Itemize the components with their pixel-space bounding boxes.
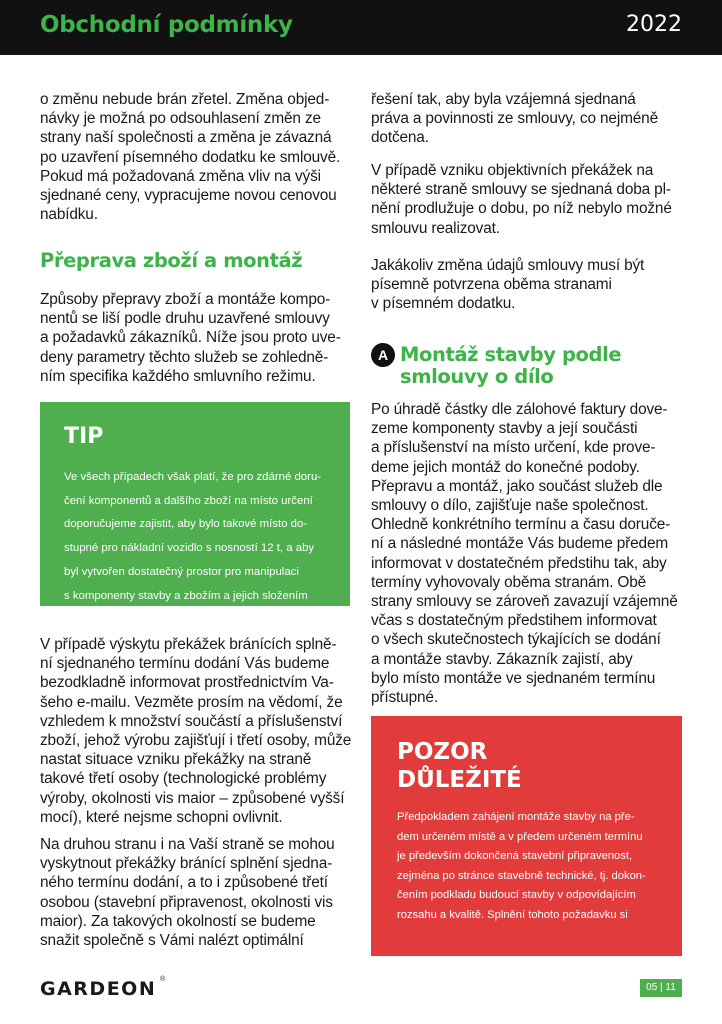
tip-box [40, 402, 350, 626]
section-heading-assembly: Montáž stavby podle smlouvy o dílo [400, 343, 622, 388]
warning-text: Předpokladem zahájení montáže stavby na pře- dem určeném místě a v předem určeném termínu je především dokončená stavební připravenost, zejména po stránce stavebně technické, tj. dokon- čením podkladu budoucí stavby v odpovídajícím rozsahu a kvalitě. Splnění tohoto požadavku si [397, 811, 646, 921]
left-paragraph-1: o změnu nebude brán zřetel. Změna objed- návky je možná po odsouhlasení změn ze strany naší společnosti a změna je závazná po uzavření písemného dodatku ke smlouvě. Pokud má požadovaná změna vliv na výši sjednané ceny, vypracujeme novou cenovou nabídku. [40, 91, 341, 224]
warning-box [371, 716, 682, 956]
registered-mark: ® [160, 976, 166, 983]
section-badge-a: A [371, 343, 395, 367]
right-paragraph-1: řešení tak, aby byla vzájemná sjednaná práva a povinnosti ze smlouvy, co nejméně dotčena. [371, 91, 658, 147]
document-title: Obchodní podmínky [40, 12, 293, 38]
right-paragraph-4: Po úhradě částky dle zálohové faktury dove- zeme komponenty stavby a její součásti a příslušenství na místo určení, kde prove- deme jejich montáž do konečné podoby. Přepravu a montáž, jako součást služeb dle smlouvy o dílo, zajišťuje naše společnost. Ohledně konkrétního termínu a času doruče- ní a následné montáže Vás budeme předem informovat v dostatečném předstihu tak, aby termíny vyhovovaly oběma stranám. Obě strany smlouvy se zároveň zavazují vzájemně včas s dostatečným předstihem informovat o všech skutečnostech týkajících se dodání a montáže stavby. Zákazník zajistí, aby bylo místo montáže ve sjednaném termínu přístupné. [371, 401, 678, 707]
right-paragraph-3: Jakákoliv změna údajů smlouvy musí být písemně potvrzena oběma stranami v písemném dodatku. [371, 257, 645, 313]
tip-title: TIP [64, 424, 104, 449]
left-paragraph-4: Na druhou stranu i na Vaší straně se mohou vyskytnout překážky bránící splnění sjedna- ného termínu dodání, a to i způsobené třetí osobou (stavební připravenost, okolnosti vis maior). Za takových okolností se budeme snažit společně s Vámi nalézt optimální [40, 836, 335, 950]
right-paragraph-2: V případě vzniku objektivních překážek na některé straně smlouvy se sjednaná doba pl- nění prodlužuje o dobu, po níž nebylo možné smlouvu realizovat. [371, 162, 672, 237]
warning-title: POZOR DŮLEŽITÉ [397, 739, 522, 793]
section-heading-transport: Přeprava zboží a montáž [40, 249, 303, 272]
page-number-badge: 05 | 11 [640, 979, 682, 997]
brand-logo: GARDEON [40, 978, 157, 1000]
left-paragraph-3: V případě výskytu překážek bránících splně- ní sjednaného termínu dodání Vás budeme bezodkladně informovat prostřednictvím Va- šeho e-mailu. Vezměte prosím na vědomí, že vzhledem k množství součástí a příslušenství zboží, jehož výrobu zajišťují i třetí osoby, může nastat situace vzniku překážky na straně takové třetí osoby (technologické problémy výroby, okolnosti vis maior – způsobené vyšší mocí), které nejsme schopni ovlivnit. [40, 636, 352, 826]
left-paragraph-2: Způsoby přepravy zboží a montáže kompo- nentů se liší podle druhu uzavřené smlouvy a požadavků zákazníků. Níže jsou proto uve- deny parametry těchto služeb se zohledně- ním specifika každého smluvního režimu. [40, 291, 341, 385]
page-header [0, 0, 722, 55]
tip-text: Ve všech případech však platí, že pro zdárné doru- čení komponentů a dalšího zboží na místo určení doporučujeme zajistit, aby bylo takové místo do- stupné pro nákladní vozidlo s nosností 12 t, a aby byl vytvořen dostatečný prostor pro manipulaci s komponenty stavby a zbožím a jejich složením na požadovaném místě. [64, 471, 322, 626]
document-year: 2022 [626, 12, 682, 37]
